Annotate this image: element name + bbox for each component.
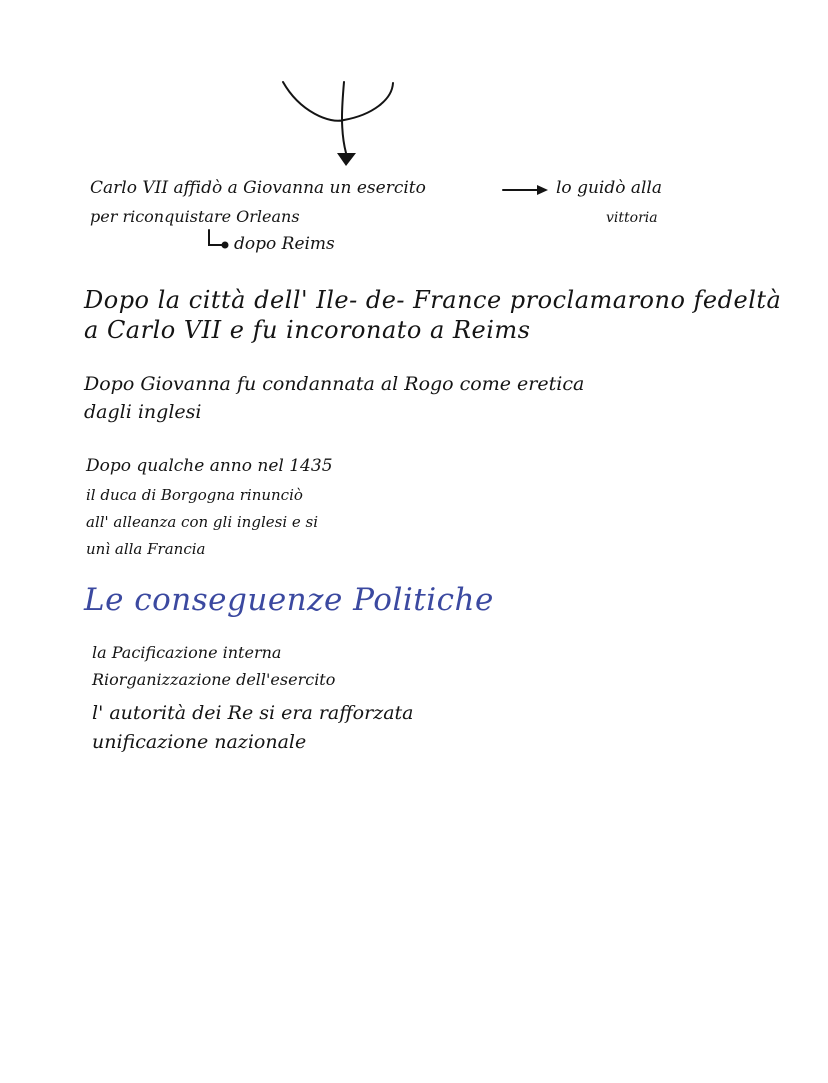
- paragraph-3-line-1: Dopo Giovanna fu condannata al Rogo come eretica: [84, 373, 585, 395]
- note-line-2: per riconquistare Orleans: [90, 207, 300, 226]
- down-arrow-head: [337, 153, 356, 166]
- note-line-1-result: lo guidò alla: [556, 178, 663, 198]
- section-title: Le conseguenze Politiche: [84, 582, 494, 618]
- right-arrow-icon: [503, 185, 548, 195]
- paragraph-3-line-2: dagli inglesi: [84, 401, 202, 423]
- paragraph-4-line-3: all' alleanza con gli inglesi e si: [86, 513, 319, 531]
- list-item: Riorganizzazione dell'esercito: [92, 670, 336, 689]
- list-item: unificazione nazionale: [92, 731, 307, 753]
- note-line-1-result-cont: vittoria: [606, 210, 658, 226]
- paragraph-4-line-4: unì alla Francia: [86, 540, 206, 558]
- paragraph-4-line-1: Dopo qualche anno nel 1435: [86, 456, 333, 476]
- paragraph-2-line-1: Dopo la città dell' Ile- de- France proclamarono fedeltà: [84, 286, 782, 314]
- note-line-1: Carlo VII affidò a Giovanna un esercito: [90, 178, 426, 198]
- paragraph-4-line-2: il duca di Borgogna rinunciò: [86, 486, 303, 504]
- corner-arrow-icon: [209, 230, 229, 249]
- list-item: la Pacificazione interna: [92, 643, 282, 662]
- paragraph-2-line-2: a Carlo VII e fu incoronato a Reims: [84, 316, 531, 344]
- down-arrow-icon: [283, 82, 393, 153]
- note-line-3: dopo Reims: [234, 234, 335, 254]
- list-item: l' autorità dei Re si era rafforzata: [92, 702, 414, 724]
